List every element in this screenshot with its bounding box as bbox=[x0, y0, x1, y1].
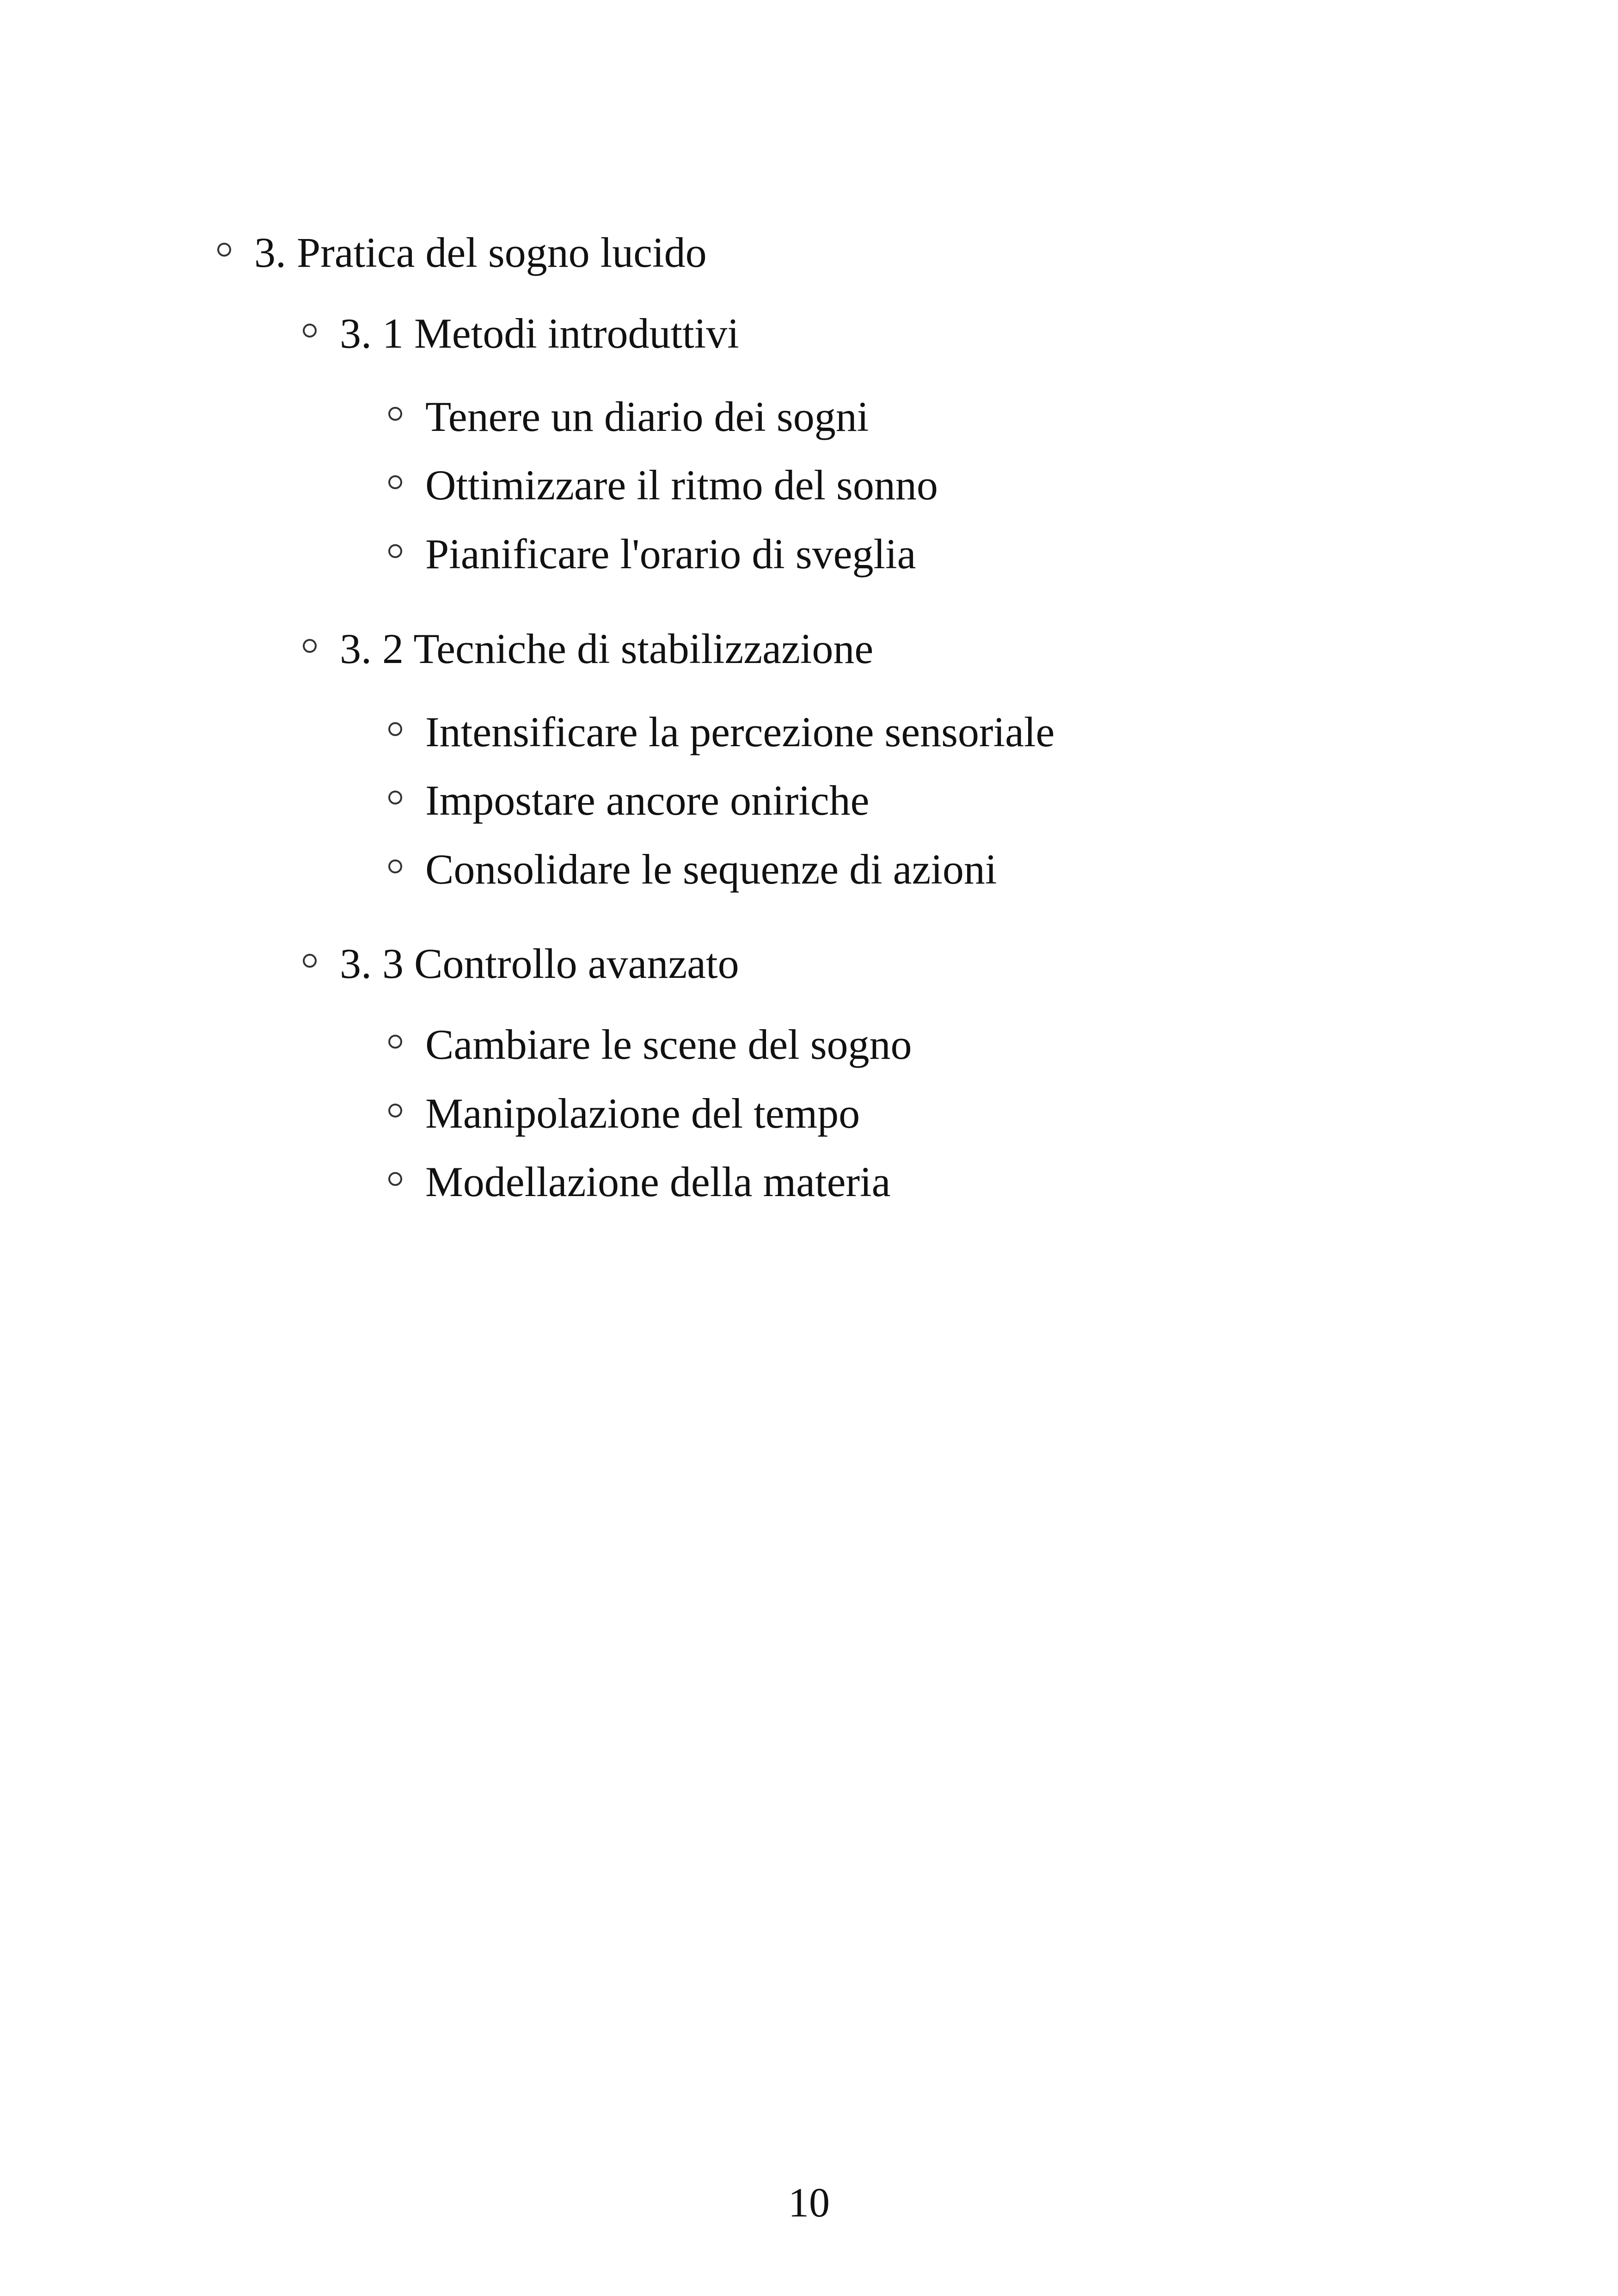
subsection-title: 3. 1 Metodi introduttivi bbox=[340, 310, 739, 357]
subsection-title: 3. 2 Tecniche di stabilizzazione bbox=[340, 625, 874, 672]
circle-bullet-icon bbox=[388, 791, 402, 804]
outline-item bbox=[388, 530, 916, 577]
outline-item bbox=[388, 846, 997, 893]
item-text: Manipolazione del tempo bbox=[425, 1090, 860, 1137]
circle-bullet-icon bbox=[388, 475, 402, 489]
outline-item bbox=[388, 1092, 860, 1135]
item-text: Cambiare le scene del sogno bbox=[425, 1021, 912, 1068]
item-text: Impostare ancore oniriche bbox=[425, 777, 870, 824]
item-text: Consolidare le sequenze di azioni bbox=[425, 846, 997, 893]
item-text: Modellazione della materia bbox=[425, 1158, 891, 1205]
circle-bullet-icon bbox=[388, 544, 402, 558]
outline-item bbox=[388, 461, 938, 509]
outline-item bbox=[388, 708, 1055, 755]
outline-item-subsection bbox=[303, 627, 873, 670]
circle-bullet-icon bbox=[303, 324, 317, 338]
circle-bullet-icon bbox=[388, 859, 402, 873]
item-text: Tenere un diario dei sogni bbox=[425, 393, 869, 440]
circle-bullet-icon bbox=[388, 1172, 402, 1186]
outline-item bbox=[388, 1160, 890, 1203]
outline-item-subsection bbox=[303, 942, 739, 985]
circle-bullet-icon bbox=[303, 639, 317, 653]
circle-bullet-icon bbox=[388, 1035, 402, 1049]
outline-item bbox=[388, 1023, 912, 1066]
circle-bullet-icon bbox=[303, 954, 317, 968]
outline-item-section bbox=[217, 231, 707, 274]
page-number: 10 bbox=[788, 2180, 830, 2226]
circle-bullet-icon bbox=[388, 722, 402, 736]
outline-item bbox=[388, 395, 869, 438]
item-text: Pianificare l'orario di sveglia bbox=[425, 530, 916, 577]
outline-item-subsection bbox=[303, 312, 739, 355]
subsection-title: 3. 3 Controllo avanzato bbox=[340, 940, 739, 987]
circle-bullet-icon bbox=[388, 1104, 402, 1117]
circle-bullet-icon bbox=[388, 407, 402, 421]
outline-item bbox=[388, 779, 869, 822]
circle-bullet-icon bbox=[217, 243, 231, 257]
item-text: Ottimizzare il ritmo del sonno bbox=[425, 461, 938, 509]
item-text: Intensificare la percezione sensoriale bbox=[425, 708, 1055, 755]
section-title: 3. Pratica del sogno lucido bbox=[254, 229, 707, 276]
